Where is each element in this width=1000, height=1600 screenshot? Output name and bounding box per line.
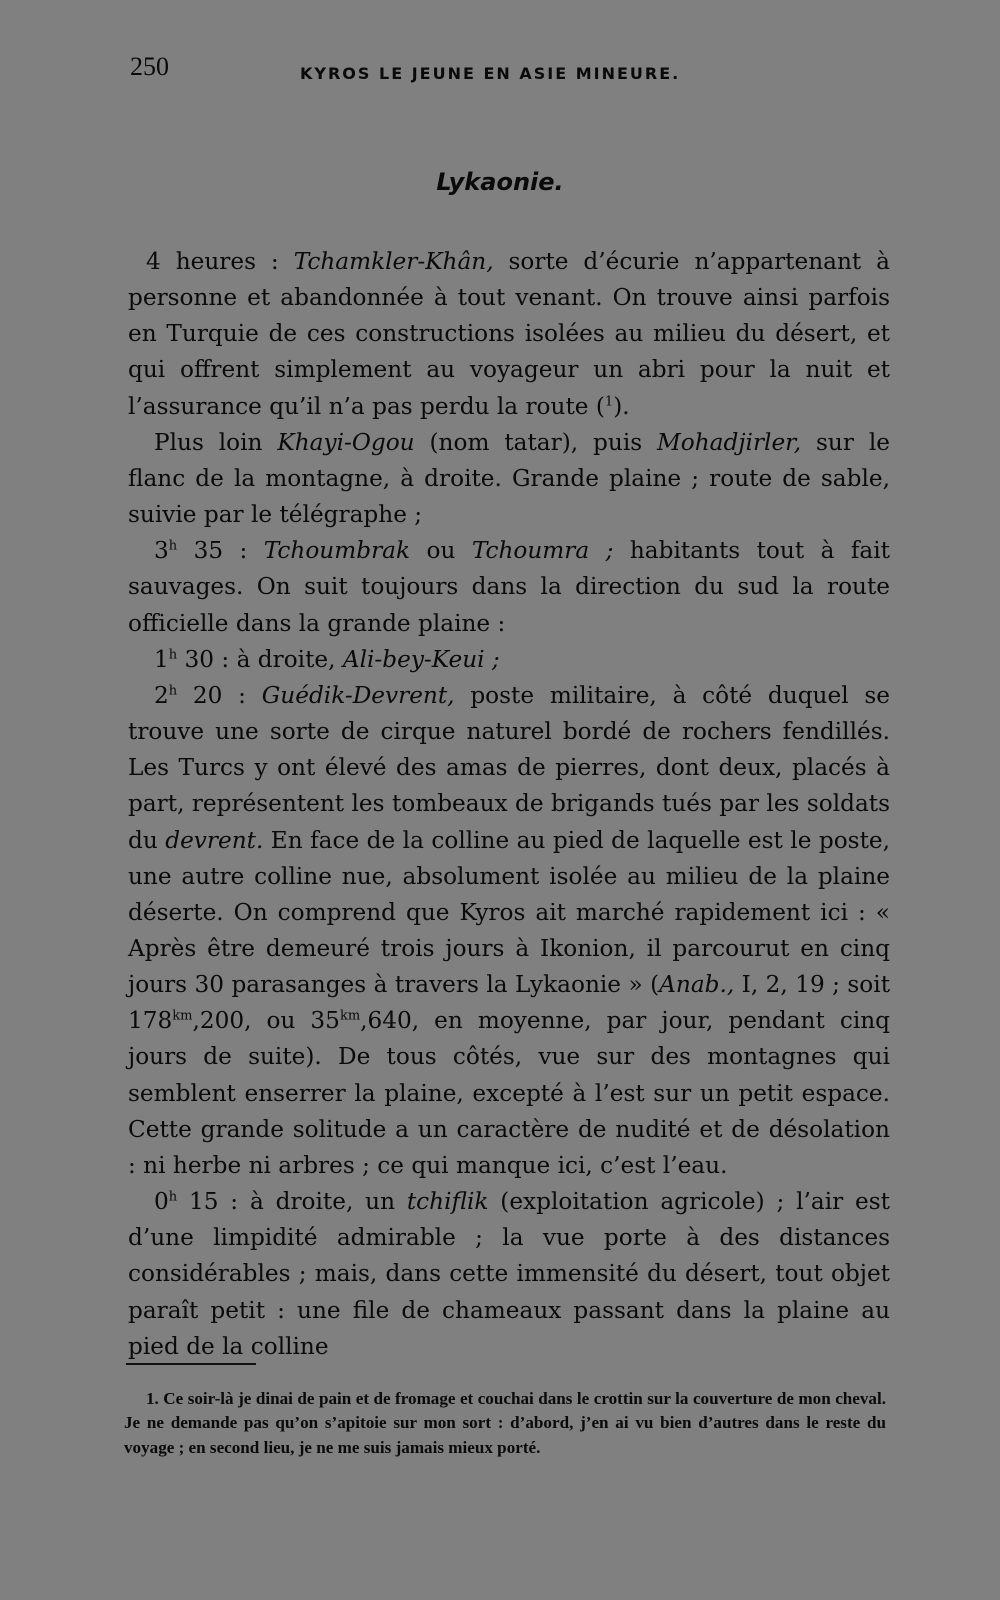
time-value: 0 xyxy=(154,1188,169,1216)
km-unit: km xyxy=(172,1008,193,1024)
running-title: KYROS LE JEUNE EN ASIE MINEURE. xyxy=(300,64,681,83)
place-name: Ali-bey-Keui ; xyxy=(342,645,500,673)
footnote-number: 1. xyxy=(146,1389,159,1408)
paragraph-6 xyxy=(128,1184,890,1365)
time-value: 3 xyxy=(154,537,169,565)
text-run: ). xyxy=(613,392,630,420)
paragraph-1 xyxy=(128,244,890,425)
place-name: Khayi-Ogou xyxy=(277,428,415,456)
text-run: sur le flanc de la montagne, à droite. Grande plaine ; route de sable, suivie par le télégraphe ; xyxy=(128,428,890,529)
paragraph-4 xyxy=(128,642,890,678)
time-value: 2 xyxy=(154,681,169,709)
hour-mark: h xyxy=(168,646,178,662)
text-run: Plus loin xyxy=(154,428,278,456)
italic-term: devrent. xyxy=(165,826,264,854)
text-run: (nom tatar), puis xyxy=(414,428,658,456)
text-run: 15 : à droite, un xyxy=(177,1188,407,1216)
text-run: sorte d’écurie n’appartenant à personne et abandonnée à tout venant. On trouve ainsi parfois en Turquie de ces constructions isolées au milieu du désert, et qui offrent simplement au voyageur un abri pour la nuit et l’assurance qu’il n’a pas perdu la route ( xyxy=(128,248,890,420)
italic-term: tchiflik xyxy=(406,1188,489,1216)
text-run: I, 2, 19 ; soit 178 xyxy=(128,971,891,1035)
text-run: ou xyxy=(410,537,472,565)
running-head xyxy=(130,52,900,86)
time-value: 1 xyxy=(154,645,169,673)
paragraph-3 xyxy=(128,533,890,641)
footnote xyxy=(124,1387,886,1460)
text-run: En face de la colline au pied de laquelle est le poste, une autre colline nue, absolument isolée au milieu de la plaine déserte. On comprend que Kyros ait marché rapidement ici : « Après être demeuré trois jours à Ikonion, il parcourut en cinq jours 30 parasanges à travers la Lykaonie » ( xyxy=(128,826,890,999)
place-name: Tchoumra ; xyxy=(471,537,614,565)
text-run: 35 : xyxy=(177,537,264,565)
km-unit: km xyxy=(339,1008,361,1024)
place-name: Guédik-Devrent, xyxy=(261,681,455,709)
place-name: Tchamkler-Khân, xyxy=(293,248,494,275)
hour-mark: h xyxy=(168,683,178,699)
section-heading: Lykaonie. xyxy=(436,168,564,196)
hour-mark: h xyxy=(168,538,178,554)
page-number: 250 xyxy=(130,52,169,81)
hour-mark: h xyxy=(168,1189,178,1205)
text-run: habitants tout à fait sauvages. On suit toujours dans la direction du sud la route officielle dans la grande plaine : xyxy=(128,537,890,637)
paragraph-5 xyxy=(128,678,890,1184)
place-name: Mohadjirler, xyxy=(657,428,802,456)
paragraph-2 xyxy=(128,425,890,533)
footnote-text: Ce soir-là je dinai de pain et de fromage et couchai dans le crottin sur la couverture de mon cheval. Je ne demande pas qu’on s’apitoie sur mon sort : d’abord, j’en ai vu bien d’autres dans le reste du voyage ; en second lieu, je ne me suis jamais mieux porté. xyxy=(124,1389,886,1457)
text-run: (exploitation agricole) ; l’air est d’une limpidité admirable ; la vue porte à des distances considérables ; mais, dans cette immensité du désert, tout objet paraît petit : une file de chameaux passant dans la plaine au pied de la colline xyxy=(128,1188,890,1360)
footnote-reference: 1 xyxy=(604,393,614,409)
footnote-divider xyxy=(126,1363,256,1365)
text-run: ,640, en moyenne, par jour, pendant cinq jours de suite). De tous côtés, vue sur des montagnes qui semblent enserrer la plaine, excepté à l’est sur un petit espace. Cette grande solitude a un caractère de nudité et de désolation : ni herbe ni arbres ; ce qui manque ici, c’est l’eau. xyxy=(128,1007,891,1179)
text-run: poste militaire, à côté duquel se trouve une sorte de cirque naturel bordé de rochers fendillés. Les Turcs y ont élevé des amas de pierres, dont deux, placés à part, représentent les tombeaux de brigands tués par les soldats du xyxy=(128,681,891,854)
citation: Anab., xyxy=(659,971,735,999)
body-text xyxy=(128,244,890,1365)
text-run: 30 : à droite, xyxy=(177,645,343,673)
text-run: 20 : xyxy=(177,681,262,709)
place-name: Tchoumbrak xyxy=(263,537,411,565)
text-run: ,200, ou 35 xyxy=(192,1007,340,1035)
text-run: 4 heures : xyxy=(146,248,294,275)
